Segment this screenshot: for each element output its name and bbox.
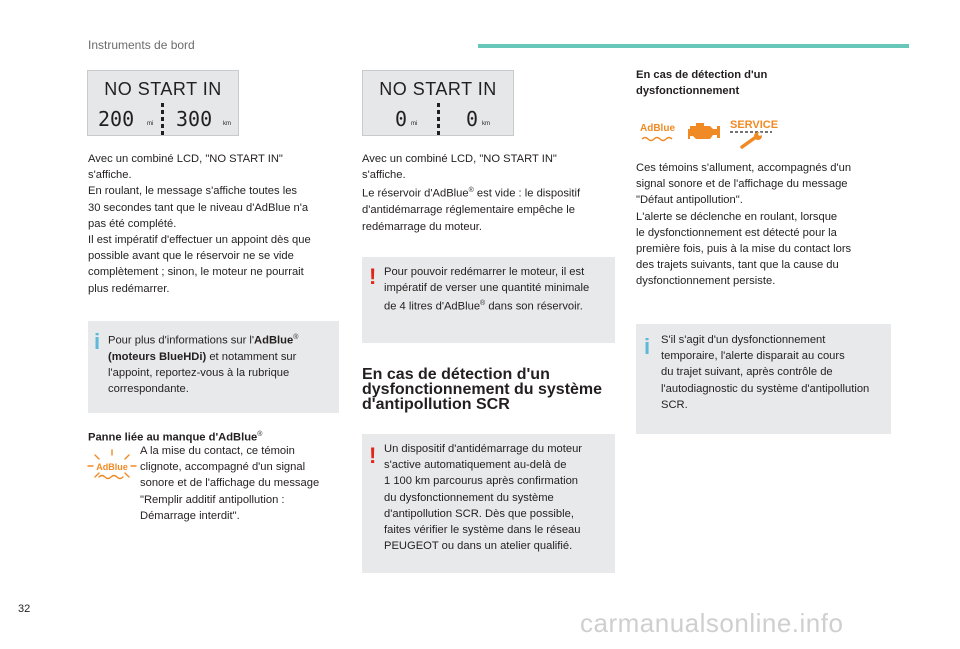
text-span: de 4 litres d'AdBlue [384, 301, 481, 314]
text-line: pas été complété. [88, 217, 177, 230]
lcd-right-value: 300 [176, 107, 213, 131]
lcd-separator [161, 103, 164, 135]
text-line: impératif de verser une quantité minimale [384, 282, 590, 295]
text-span: est vide : le dispositif [473, 188, 581, 201]
panne-text [140, 443, 345, 524]
page-number: 32 [18, 603, 31, 615]
text-line: Démarrage interdit". [140, 509, 240, 522]
warning-box-refill [362, 257, 615, 343]
text-line: SCR. [661, 398, 688, 411]
text-line: "Remplir additif antipollution : [140, 493, 285, 506]
registered-mark: ® [293, 334, 299, 341]
lcd-display-2 [362, 70, 514, 136]
heading-line: En cas de détection d'un [636, 69, 768, 81]
lcd-left-unit: mi [147, 121, 154, 127]
warning-box-antistart [362, 434, 615, 573]
text-line: le dysfonctionnement est détecté pour la [636, 226, 837, 239]
text-span: Le réservoir d'AdBlue [362, 188, 469, 201]
text-line: s'affiche. [88, 169, 132, 182]
lcd-right-value: 0 [466, 107, 479, 131]
text-line: des trajets suivants, tant que la cause du [636, 259, 839, 272]
text-line: Pour pouvoir redémarrer le moteur, il est [384, 266, 585, 278]
text-line: Avec un combiné LCD, "NO START IN" [88, 153, 283, 165]
text-line: correspondante. [108, 383, 189, 396]
heading-line: d'antipollution SCR [362, 396, 510, 413]
text-line: Avec un combiné LCD, "NO START IN" [362, 153, 557, 165]
heading-line: dysfonctionnement du système [362, 381, 603, 398]
registered-mark: ® [468, 187, 474, 195]
info-box-text [108, 330, 336, 398]
malfunction-subheading [636, 67, 876, 99]
watermark: carmanualsonline.info [580, 608, 844, 638]
adblue-lamp-label: AdBlue [640, 123, 675, 134]
info-icon: i [94, 329, 101, 354]
text-span: AdBlue [254, 334, 294, 347]
text-line: 30 secondes tant que le niveau d'AdBlue n'a [88, 201, 309, 214]
text-line: signal sonore et de l'affichage du message [636, 178, 848, 191]
info-icon: i [644, 334, 651, 359]
lcd-title: NO START IN [104, 79, 222, 99]
registered-mark: ® [480, 300, 486, 308]
service-lamp-label: SERVICE [730, 119, 778, 131]
warning-box-text [384, 441, 614, 554]
text-line: L'alerte se déclenche en roulant, lorsque [636, 210, 838, 223]
lcd-right-unit: km [223, 121, 231, 127]
section-title: Instruments de bord [88, 38, 195, 52]
text-span: et notamment sur [206, 350, 297, 363]
lcd-separator [437, 103, 440, 135]
text-line [362, 183, 617, 202]
col1-paragraph [88, 151, 343, 297]
text-span: (moteurs BlueHDi) [108, 350, 207, 363]
lcd-left-unit: mi [411, 121, 418, 127]
text-line: sonore et de l'affichage du message [140, 477, 320, 490]
text-line: temporaire, l'alerte disparait au cours [661, 350, 845, 363]
adblue-icon-label: AdBlue [96, 462, 128, 472]
col3-paragraph [636, 160, 891, 290]
text-line: l'autodiagnostic du système d'antipollution [661, 382, 870, 395]
wrench-icon [742, 132, 762, 147]
text-line: A la mise du contact, ce témoin [140, 445, 295, 457]
lcd-right-unit: km [482, 121, 490, 127]
lcd-left-value: 0 [395, 107, 408, 131]
heading-line: En cas de détection d'un [362, 366, 550, 383]
lcd-title: NO START IN [379, 79, 497, 99]
col2-paragraph [362, 151, 617, 235]
text-line: complètement ; sinon, le moteur ne pourrait [88, 266, 304, 279]
warning-exclamation-icon: ! [369, 264, 377, 289]
text-line: s'active automatiquement au-delà de [384, 459, 567, 472]
text-line: faites vérifier le système dans le réseau [384, 524, 581, 537]
warning-lamps [638, 114, 778, 150]
text-line: l'appoint, reportez-vous à la rubrique [108, 367, 290, 380]
text-line: première fois, puis à la mise du contact lors [636, 243, 852, 256]
info-box-text [661, 332, 889, 413]
text-line: En roulant, le message s'affiche toutes les [88, 185, 298, 198]
text-line: "Défaut antipollution". [636, 194, 743, 207]
text-line: PEUGEOT ou dans un atelier qualifié. [384, 540, 573, 553]
text-line: plus redémarrer. [88, 282, 170, 295]
text-line: Un dispositif d'antidémarrage du moteur [384, 443, 583, 455]
text-line: d'antidémarrage réglementaire empêche le [362, 204, 575, 217]
text-line: 1 100 km parcourus après confirmation [384, 475, 579, 488]
registered-mark: ® [257, 431, 263, 438]
warning-box-text [384, 264, 614, 315]
text-line: S'il s'agit d'un dysfonctionnement [661, 334, 826, 346]
info-box-temporary [636, 324, 891, 434]
warning-exclamation-icon: ! [369, 443, 377, 468]
engine-icon [688, 123, 720, 139]
text-line: s'affiche. [362, 169, 406, 182]
text-span: Pour plus d'informations sur l' [108, 334, 255, 347]
text-line: Il est impératif d'effectuer un appoint dès que [88, 234, 311, 247]
lcd-display-1 [87, 70, 239, 136]
text-line: du dysfonctionnement du système [384, 491, 554, 504]
lcd-left-value: 200 [98, 107, 135, 131]
adblue-warning-icon [86, 447, 138, 487]
text-line: d'antipollution SCR. Dès que possible, [384, 507, 574, 520]
text-line [384, 296, 614, 315]
text-line: du trajet suivant, après contrôle de [661, 366, 833, 379]
text-span: dans son réservoir. [485, 301, 583, 314]
section-heading-scr [362, 367, 622, 412]
heading-line: dysfonctionnement [636, 85, 740, 97]
text-line: dysfonctionnement persiste. [636, 275, 776, 288]
text-span: Panne liée au manque d'AdBlue [88, 431, 258, 444]
text-line: redémarrage du moteur. [362, 220, 483, 233]
info-box-adblue [88, 321, 339, 413]
header-accent-bar [478, 44, 909, 48]
text-line: Ces témoins s'allument, accompagnés d'un [636, 162, 852, 174]
text-line: possible avant que le réservoir ne se vide [88, 250, 294, 263]
text-line: clignote, accompagné d'un signal [140, 461, 306, 474]
